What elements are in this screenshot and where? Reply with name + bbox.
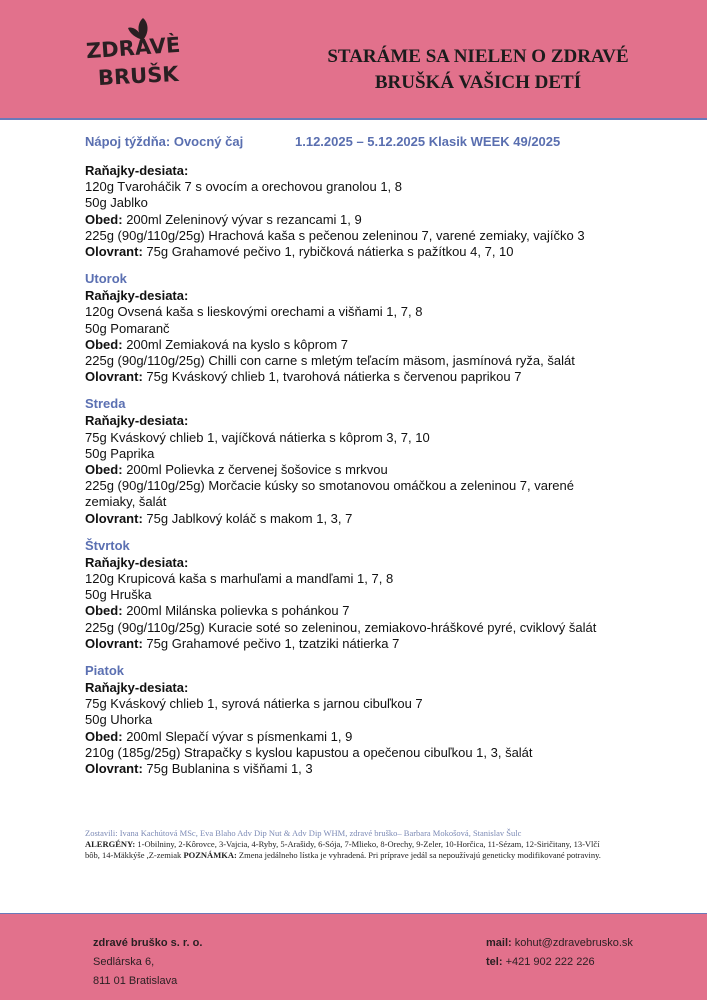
- snack-item: 75g Kváskový chlieb 1, vajíčková nátierka s kôprom 3, 7, 10: [85, 429, 430, 445]
- day-name: Piatok: [85, 663, 125, 679]
- brand-logo: [85, 16, 181, 102]
- day-friday: [85, 663, 665, 777]
- lunch-soup: 200ml Polievka z červenej šošovice s mrkvou: [126, 462, 388, 478]
- snack-label: Raňajky-desiata:: [85, 413, 189, 429]
- lunch-label: Obed:: [85, 603, 123, 619]
- header-divider: [0, 118, 707, 120]
- day-thursday: [85, 538, 665, 652]
- lunch-label: Obed:: [85, 728, 123, 744]
- snack-label: Raňajky-desiata:: [85, 163, 189, 178]
- week-range: 1.12.2025 – 5.12.2025 Klasik WEEK 49/2025: [295, 134, 561, 149]
- snack-item: 75g Kváskový chlieb 1, syrová nátierka s jarnou cibuľkou 7: [85, 696, 423, 712]
- header-banner: [0, 0, 707, 118]
- lunch-main: 225g (90g/110g/25g) Hrachová kaša s pečenou zeleninou 7, varené zemiaky, vajíčko 3: [85, 227, 585, 243]
- allergens-note: [85, 839, 615, 861]
- lunch-main: 210g (185g/25g) Strapačky s kyslou kapustou a opečenou cibuľkou 1, 3, šalát: [85, 744, 533, 760]
- authors: Zostavili: Ivana Kachútová MSc, Eva Blaho Adv Dip Nut & Adv Dip WHM, zdravé bruško– Barbara Mokošová, Stanislav Šulc: [85, 828, 522, 838]
- afternoon-label: Olovrant:: [85, 510, 143, 526]
- snack-fruit: 50g Jablko: [85, 195, 148, 211]
- snack-item: 120g Ovsená kaša s lieskovými orechami a višňami 1, 7, 8: [85, 304, 423, 320]
- company-street: Sedlárska 6,: [93, 956, 155, 968]
- afternoon-item: 75g Grahamové pečivo 1, rybičková nátierka s pažítkou 4, 7, 10: [146, 244, 514, 260]
- drink-of-week: Nápoj týždňa: Ovocný čaj: [85, 134, 244, 149]
- afternoon-item: 75g Kváskový chlieb 1, tvarohová nátierka s červenou paprikou 7: [146, 369, 522, 385]
- lunch-label: Obed:: [85, 462, 123, 478]
- day-name: Streda: [85, 396, 126, 412]
- snack-fruit: 50g Hruška: [85, 587, 152, 603]
- snack-fruit: 50g Uhorka: [85, 712, 153, 728]
- footer-banner: [0, 914, 707, 1000]
- tel-link[interactable]: +421 902 222 226: [505, 956, 595, 968]
- logo-line-2: BRUŠK: [97, 61, 180, 91]
- snack-fruit: 50g Paprika: [85, 445, 155, 461]
- snack-fruit: 50g Pomaranč: [85, 320, 170, 336]
- title-line-2: BRUŠKÁ VAŠICH DETÍ: [374, 72, 582, 93]
- note-text: Zmena jedálneho lístka je vyhradená. Pri príprave jedál sa nepoužívajú geneticky modifikované potraviny.: [238, 850, 601, 860]
- lunch-soup: 200ml Zeleninový vývar s rezancami 1, 9: [126, 211, 362, 227]
- afternoon-label: Olovrant:: [85, 244, 143, 260]
- snack-label: Raňajky-desiata:: [85, 680, 189, 696]
- lunch-label: Obed:: [85, 211, 123, 227]
- lunch-label: Obed:: [85, 336, 123, 352]
- tel-label: tel:: [486, 956, 503, 968]
- menu-days: [85, 163, 665, 788]
- snack-item: 120g Tvaroháčik 7 s ovocím a orechovou granolou 1, 8: [85, 179, 403, 195]
- company-name: zdravé bruško s. r. o.: [93, 937, 203, 949]
- lunch-soup: 200ml Zemiaková na kyslo s kôprom 7: [126, 336, 348, 352]
- company-info: [93, 934, 202, 991]
- logo-line-1: ZDRAVÈ: [85, 32, 181, 64]
- mail-link[interactable]: kohut@zdravebrusko.sk: [514, 937, 633, 949]
- lunch-main: 225g (90g/110g/25g) Chilli con carne s mletým teľacím mäsom, jasmínová ryža, šalát: [85, 353, 575, 369]
- lunch-soup: 200ml Slepačí vývar s písmenkami 1, 9: [126, 728, 353, 744]
- afternoon-label: Olovrant:: [85, 635, 143, 651]
- day-monday: [85, 163, 665, 260]
- lunch-main: 225g (90g/110g/25g) Morčacie kúsky so smotanovou omáčkou a zeleninou 7, varené zemiaky, šalát: [85, 478, 574, 510]
- snack-item: 120g Krupicová kaša s marhuľami a mandľami 1, 7, 8: [85, 571, 394, 587]
- afternoon-label: Olovrant:: [85, 761, 143, 777]
- day-name: Utorok: [85, 271, 127, 287]
- afternoon-item: 75g Bublanina s višňami 1, 3: [146, 761, 313, 777]
- mail-label: mail:: [486, 937, 512, 949]
- day-wednesday: [85, 396, 665, 526]
- lunch-soup: 200ml Milánska polievka s pohánkou 7: [126, 603, 350, 619]
- lunch-main: 225g (90g/110g/25g) Kuracie soté so zeleninou, zemiakovo-hráškové pyré, cviklový šalát: [85, 619, 597, 635]
- snack-label: Raňajky-desiata:: [85, 554, 189, 570]
- title-line-1: STARÁME SA NIELEN O ZDRAVÉ: [327, 46, 629, 67]
- note-label: POZNÁMKA:: [183, 850, 237, 860]
- day-tuesday: [85, 271, 665, 385]
- footnote: [85, 828, 615, 861]
- allergens-list: 1-Obilniny, 2-Kôrovce, 3-Vajcia, 4-Ryby, 5-Arašidy, 6-Sója, 7-Mlieko, 8-Orechy, 9-Zeler, 10-Horčica, 11-Sézam, 12-Siričitany, 13-Vlčí bôb, 14-Mäkkýše ,Z-zemiak: [85, 839, 600, 860]
- snack-label: Raňajky-desiata:: [85, 288, 189, 304]
- contact-info: [486, 934, 633, 972]
- allergens-label: ALERGÉNY:: [85, 839, 136, 849]
- company-city: 811 01 Bratislava: [93, 975, 178, 987]
- page-title: [288, 44, 668, 96]
- afternoon-item: 75g Grahamové pečivo 1, tzatziki nátierka 7: [146, 635, 400, 651]
- afternoon-label: Olovrant:: [85, 369, 143, 385]
- afternoon-item: 75g Jablkový koláč s makom 1, 3, 7: [146, 510, 353, 526]
- day-name: Štvrtok: [85, 537, 130, 553]
